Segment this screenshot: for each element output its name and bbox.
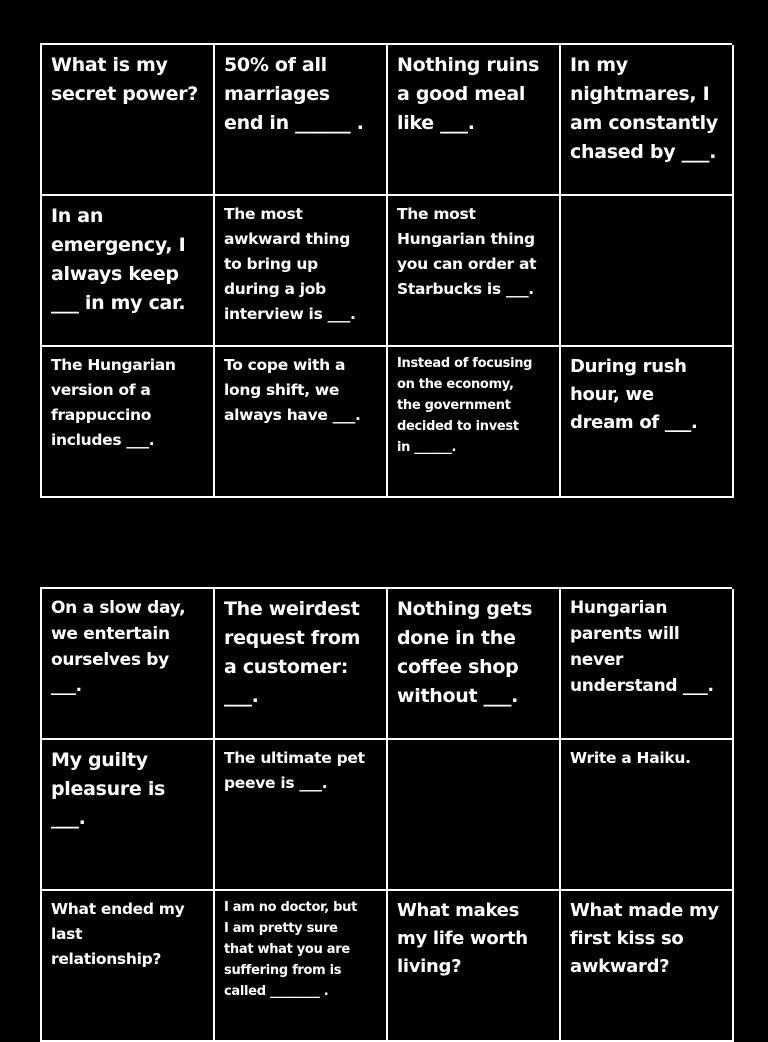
- prompt-text: What is my secret power?: [51, 54, 198, 105]
- prompt-card[interactable]: [42, 45, 215, 196]
- prompt-card[interactable]: [42, 347, 215, 498]
- card-sheet-top: [40, 43, 732, 498]
- prompt-text: I am no doctor, but I am pretty sure that what you are suffering from is called ________ .: [224, 900, 358, 999]
- blank-card[interactable]: [561, 196, 734, 347]
- prompt-card[interactable]: [42, 891, 215, 1042]
- prompt-card[interactable]: [561, 589, 734, 740]
- prompt-text: Nothing ruins a good meal like ___.: [397, 54, 540, 134]
- prompt-card[interactable]: [388, 45, 561, 196]
- prompt-card[interactable]: [561, 740, 734, 891]
- prompt-text: The ultimate pet peeve is ___.: [224, 749, 365, 792]
- prompt-text: In an emergency, I always keep ___ in my car.: [51, 205, 186, 314]
- prompt-text: 50% of all marriages end in ______ .: [224, 54, 364, 134]
- prompt-text: The weirdest request from a customer: ___.: [224, 598, 361, 707]
- blank-card[interactable]: [388, 740, 561, 891]
- prompt-card[interactable]: [388, 347, 561, 498]
- prompt-text: The Hungarian version of a frappuccino includes ___.: [51, 356, 176, 449]
- prompt-card[interactable]: [42, 196, 215, 347]
- prompt-text: Write a Haiku.: [570, 749, 691, 767]
- prompt-text: My guilty pleasure is ___.: [51, 749, 166, 829]
- prompt-card[interactable]: [388, 589, 561, 740]
- prompt-text: The most awkward thing to bring up during a job interview is ___.: [224, 205, 356, 323]
- prompt-text: In my nightmares, I am constantly chased by ___.: [570, 54, 718, 163]
- prompt-text: Nothing gets done in the coffee shop without ___.: [397, 598, 533, 707]
- prompt-card[interactable]: [215, 740, 388, 891]
- prompt-card[interactable]: [215, 45, 388, 196]
- prompt-text: What ended my last relationship?: [51, 900, 185, 968]
- prompt-text: To cope with a long shift, we always have ___.: [224, 356, 361, 424]
- prompt-card[interactable]: [388, 196, 561, 347]
- prompt-card[interactable]: [561, 891, 734, 1042]
- prompt-card[interactable]: [215, 589, 388, 740]
- card-sheet-bottom: [40, 587, 732, 1042]
- prompt-card[interactable]: [561, 45, 734, 196]
- prompt-text: On a slow day, we entertain ourselves by ___.: [51, 598, 186, 696]
- prompt-card[interactable]: [388, 891, 561, 1042]
- prompt-text: During rush hour, we dream of ___.: [570, 356, 698, 433]
- prompt-card[interactable]: [215, 891, 388, 1042]
- prompt-card[interactable]: [215, 347, 388, 498]
- prompt-text: What makes my life worth living?: [397, 900, 528, 977]
- prompt-text: What made my first kiss so awkward?: [570, 900, 719, 977]
- prompt-card[interactable]: [561, 347, 734, 498]
- prompt-text: The most Hungarian thing you can order at Starbucks is ___.: [397, 205, 537, 298]
- prompt-text: Instead of focusing on the economy, the government decided to invest in ______.: [397, 356, 533, 455]
- prompt-card[interactable]: [215, 196, 388, 347]
- prompt-card[interactable]: [42, 740, 215, 891]
- prompt-text: Hungarian parents will never understand ___.: [570, 598, 714, 696]
- prompt-card[interactable]: [42, 589, 215, 740]
